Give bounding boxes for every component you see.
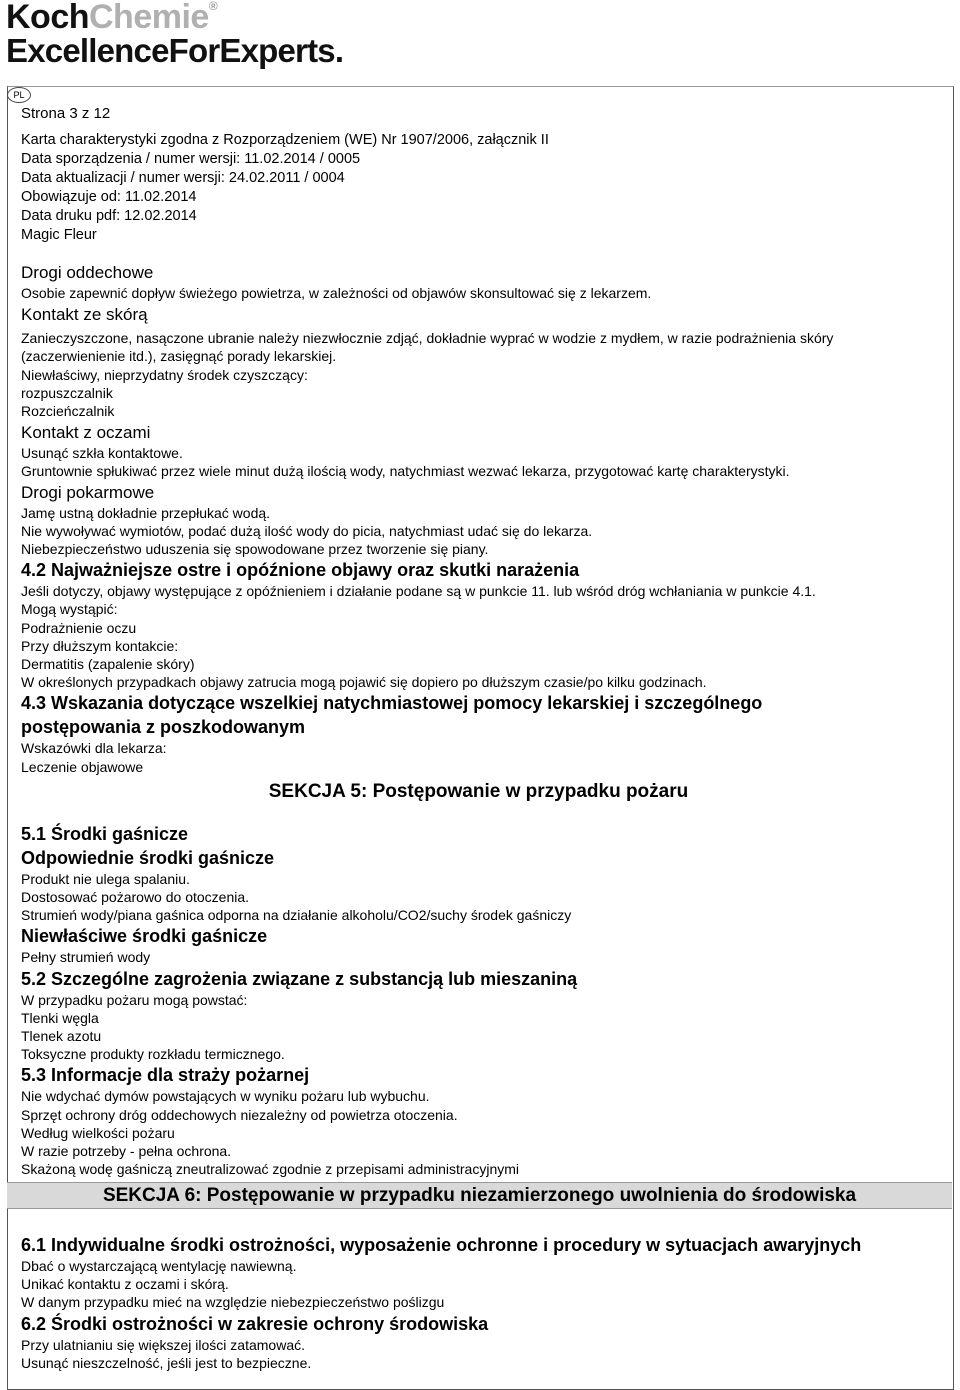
paragraph: Osobie zapewnić dopływ świeżego powietrza, w zależności od objawów skonsultować się z lekarzem. xyxy=(21,285,652,301)
paragraph: Produkt nie ulega spalaniu. xyxy=(21,870,190,887)
paragraph: Unikać kontaktu z oczami i skórą. xyxy=(21,1276,229,1293)
logo-tagline: ExcellenceForExperts. xyxy=(6,32,344,69)
heading-4-2: 4.2 Najważniejsze ostre i opóźnione objawy oraz skutki narażenia xyxy=(21,560,580,581)
subheading-odpowiednie: Odpowiednie środki gaśnicze xyxy=(21,847,275,868)
document-header xyxy=(21,104,946,245)
document-body xyxy=(21,104,946,1179)
heading-6-1: 6.1 Indywidualne środki ostrożności, wyposażenie ochronne i procedury w sytuacjach awaryjnych xyxy=(21,1235,862,1255)
paragraph: W razie potrzeby - pełna ochrona. xyxy=(21,1143,232,1160)
paragraph: Usunąć szkła kontaktowe. xyxy=(21,445,183,462)
heading-4-3: 4.3 Wskazania dotyczące wszelkiej natychmiastowej pomocy lekarskiej i szczególnego xyxy=(21,693,763,714)
paragraph: Zanieczyszczone, nasączone ubranie należy niezwłocznie zdjąć, dokładnie wyprać w wodzie z mydłem, w razie podrażnienia skóry xyxy=(21,330,834,347)
paragraph: Dbać o wystarczającą wentylację nawiewną. xyxy=(21,1258,297,1274)
paragraph: Skażoną wodę gaśniczą zneutralizować zgodnie z przepisami administracyjnymi xyxy=(21,1161,520,1178)
paragraph: Mogą wystąpić: xyxy=(21,601,118,618)
paragraph: Tlenki węgla xyxy=(21,1009,99,1026)
paragraph: Strumień wody/piana gaśnica odporna na działanie alkoholu/CO2/suchy środek gaśniczy xyxy=(21,907,572,924)
language-badge: PL xyxy=(7,87,31,103)
paragraph: Rozcieńczalnik xyxy=(21,403,115,420)
paragraph: Niewłaściwy, nieprzydatny środek czyszczący: xyxy=(21,366,308,383)
section-6-body xyxy=(21,1233,946,1372)
section-5-title: SEKCJA 5: Postępowanie w przypadku pożaru xyxy=(11,780,946,804)
subheading-drogi-oddechowe: Drogi oddechowe xyxy=(21,263,154,282)
paragraph: Jamę ustną dokładnie przepłukać wodą. xyxy=(21,504,271,521)
kochchemie-logo xyxy=(6,0,343,67)
logo-reg: ® xyxy=(208,0,218,13)
paragraph: Usunąć nieszczelność, jeśli jest to bezpieczne. xyxy=(21,1354,312,1371)
paragraph: W przypadku pożaru mogą powstać: xyxy=(21,991,248,1008)
logo-koch: Koch xyxy=(6,0,89,36)
logo-chemie: Chemie xyxy=(89,0,209,36)
heading-5-2: 5.2 Szczególne zagrożenia związane z substancją lub mieszaniną xyxy=(21,968,578,989)
paragraph: W określonych przypadkach objawy zatrucia mogą pojawić się dopiero po dłuższym czasie/po kilku godzinach. xyxy=(21,674,707,691)
paragraph: Dostosować pożarowo do otoczenia. xyxy=(21,889,250,906)
paragraph: Sprzęt ochrony dróg oddechowych niezależny od powietrza otoczenia. xyxy=(21,1106,458,1123)
paragraph: rozpuszczalnik xyxy=(21,384,113,401)
paragraph: Podrażnienie oczu xyxy=(21,619,137,636)
paragraph: Według wielkości pożaru xyxy=(21,1124,175,1141)
header-line: Data druku pdf: 12.02.2014 xyxy=(21,208,197,224)
paragraph: Przy dłuższym kontakcie: xyxy=(21,637,179,654)
paragraph: Przy ulatnianiu się większej ilości zatamować. xyxy=(21,1336,305,1353)
paragraph: Nie wdychać dymów powstających w wyniku pożaru lub wybuchu. xyxy=(21,1088,430,1105)
subheading-niewlasciwe: Niewłaściwe środki gaśnicze xyxy=(21,926,268,947)
heading-4-3-cont: postępowania z poszkodowanym xyxy=(21,717,306,738)
header-line: Data aktualizacji / numer wersji: 24.02.2011 / 0004 xyxy=(21,170,345,186)
heading-6-2: 6.2 Środki ostrożności w zakresie ochrony środowiska xyxy=(21,1313,489,1334)
paragraph: Pełny strumień wody xyxy=(21,949,151,966)
paragraph: Tlenek azotu xyxy=(21,1028,102,1045)
paragraph: Jeśli dotyczy, objawy występujące z opóźnieniem i działanie podane są w punkcie 11. lub wśród dróg wchłaniania w punkcie 4.1. xyxy=(21,583,816,600)
header-line: Data sporządzenia / numer wersji: 11.02.2014 / 0005 xyxy=(21,151,361,167)
paragraph: (zaczerwienienie itd.), zasięgnąć porady lekarskiej. xyxy=(21,348,337,365)
section-6-title: SEKCJA 6: Postępowanie w przypadku niezamierzonego uwolnienia do środowiska xyxy=(7,1182,952,1209)
subheading-kontakt-oczami: Kontakt z oczami xyxy=(21,423,151,443)
paragraph: Dermatitis (zapalenie skóry) xyxy=(21,656,195,673)
paragraph: Leczenie objawowe xyxy=(21,758,144,775)
subheading-kontakt-skora: Kontakt ze skórą xyxy=(21,305,148,325)
page-number: Strona 3 z 12 xyxy=(21,105,111,122)
paragraph: Gruntownie spłukiwać przez wiele minut dużą ilością wody, natychmiast wezwać lekarza, przygotować kartę charakterystyki. xyxy=(21,463,790,480)
paragraph: Toksyczne produkty rozkładu termicznego. xyxy=(21,1046,285,1063)
paragraph: Niebezpieczeństwo uduszenia się spowodowane przez tworzenie się piany. xyxy=(21,541,489,558)
heading-5-1: 5.1 Środki gaśnicze xyxy=(21,823,189,844)
paragraph: W danym przypadku mieć na względzie niebezpieczeństwo poślizgu xyxy=(21,1294,445,1311)
paragraph: Wskazówki dla lekarza: xyxy=(21,740,167,757)
subheading-drogi-pokarmowe: Drogi pokarmowe xyxy=(21,482,155,502)
header-line: Karta charakterystyki zgodna z Rozporządzeniem (WE) Nr 1907/2006, załącznik II xyxy=(21,132,549,148)
paragraph: Nie wywoływać wymiotów, podać dużą ilość wody do picia, natychmiast udać się do lekarza. xyxy=(21,522,593,539)
product-name: Magic Fleur xyxy=(21,227,97,243)
heading-5-3: 5.3 Informacje dla straży pożarnej xyxy=(21,1065,310,1086)
header-line: Obowiązuje od: 11.02.2014 xyxy=(21,189,197,205)
